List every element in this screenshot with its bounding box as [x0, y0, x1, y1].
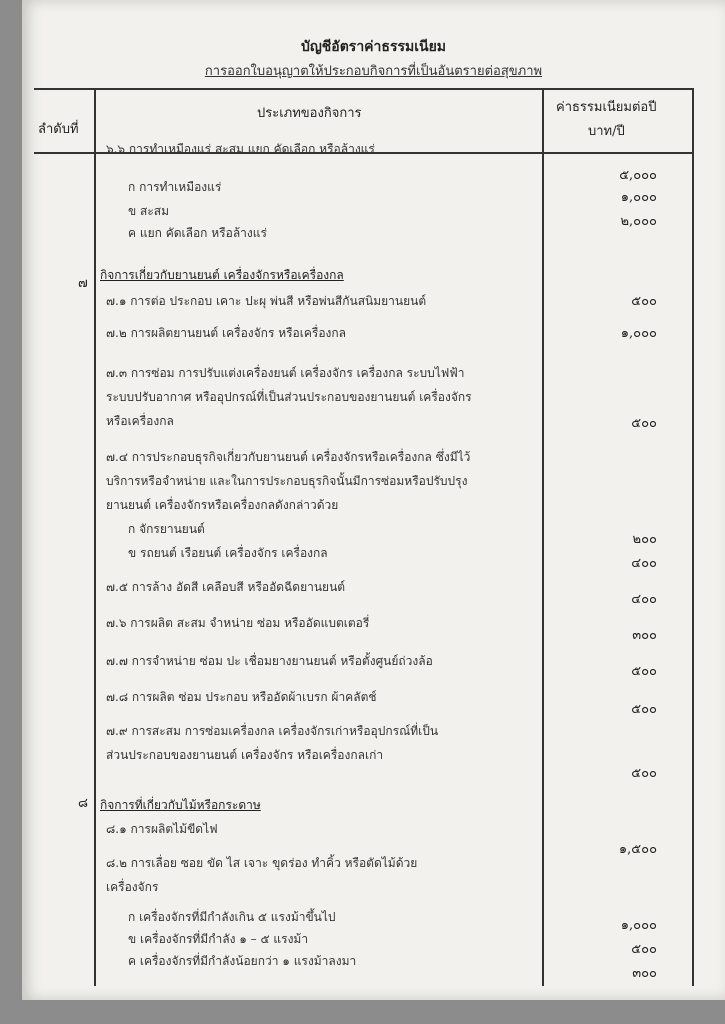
row-text: ๗.๓ การซ่อม การปรับแต่งเครื่องยนต์ เครื่องจักร เครื่องกล ระบบไฟฟ้า: [106, 366, 465, 380]
section-heading: กิจการเกี่ยวกับยานยนต์ เครื่องจักรหรือเครื่องกล: [100, 268, 344, 282]
row-text: ๗.๙ การสะสม การซ่อมเครื่องกล เครื่องจักรเก่าหรืออุปกรณ์ที่เป็น: [106, 724, 439, 738]
row-text: ข สะสม: [128, 204, 170, 218]
row-text: ๖.๖ การทำเหมืองแร่ สะสม แยก คัดเลือก หรือล้างแร่: [106, 142, 375, 156]
row-fee: ๕๐๐: [631, 294, 657, 309]
table-right-border: [692, 88, 694, 986]
header-type: ประเภทของกิจการ: [257, 106, 362, 121]
row-text: ข รถยนต์ เรือยนต์ เครื่องจักร เครื่องกล: [128, 546, 328, 560]
row-text: ๘.๑ การผลิตไม้ขีดไฟ: [106, 822, 218, 836]
row-fee: ๕๐๐: [631, 766, 657, 781]
row-text: ระบบปรับอากาศ หรืออุปกรณ์ที่เป็นส่วนประกอบของยานยนต์ เครื่องจักร: [106, 390, 472, 404]
row-fee: ๓๐๐: [632, 628, 657, 643]
row-text: ยานยนต์ เครื่องจักรหรือเครื่องกลดังกล่าวด้วย: [106, 498, 339, 512]
row-fee: ๑,๕๐๐: [618, 842, 657, 857]
row-fee: ๓๐๐: [632, 966, 657, 981]
row-fee: ๑,๐๐๐: [620, 326, 657, 341]
row-text: ๗.๗ การจำหน่าย ซ่อม ปะ เชื่อมยางยานยนต์ หรือตั้งศูนย์ถ่วงล้อ: [106, 654, 433, 668]
row-text: บริการหรือจำหน่าย และในการประกอบธุรกิจนั้นมีการซ่อมหรือปรับปรุง: [106, 474, 468, 488]
row-text: เครื่องจักร: [106, 880, 159, 894]
row-text: ส่วนประกอบของยานยนต์ เครื่องจักร หรือเครื่องกลเก่า: [106, 748, 384, 762]
row-fee: ๕๐๐: [631, 702, 657, 717]
document-page: [22, 0, 725, 1000]
table-top-border: [34, 88, 694, 90]
row-fee: ๕๐๐: [631, 664, 657, 679]
row-fee: ๕๐๐: [631, 942, 657, 957]
section-heading: กิจการที่เกี่ยวกับไม้หรือกระดาษ: [100, 798, 261, 812]
row-fee: ๕,๐๐๐: [619, 168, 657, 183]
row-text: หรือเครื่องกล: [106, 414, 174, 428]
row-number: ๘: [78, 796, 89, 811]
document-title: บัญชีอัตราค่าธรรมเนียม: [300, 39, 447, 55]
row-text: ๗.๒ การผลิตยานยนต์ เครื่องจักร หรือเครื่องกล: [106, 326, 347, 340]
row-fee: ๑,๐๐๐: [620, 190, 657, 205]
row-text: ค แยก คัดเลือก หรือล้างแร่: [128, 226, 267, 240]
row-text: ก เครื่องจักรที่มีกำลังเกิน ๕ แรงม้าขึ้นไป: [128, 910, 336, 924]
row-text: ก จักรยานยนต์: [128, 522, 205, 536]
row-text: ๗.๑ การต่อ ประกอบ เคาะ ปะผุ พ่นสี หรือพ่นสีกันสนิมยานยนต์: [106, 294, 427, 308]
column-divider-fee: [542, 88, 544, 986]
header-fee-line1: ค่าธรรมเนียมต่อปี: [556, 100, 657, 115]
row-fee: ๒,๐๐๐: [620, 214, 657, 229]
header-no: ลำดับที่: [38, 122, 79, 137]
row-text: ข เครื่องจักรที่มีกำลัง ๑ – ๕ แรงม้า: [128, 932, 309, 946]
row-fee: ๑,๐๐๐: [620, 918, 657, 933]
row-fee: ๒๐๐: [632, 532, 657, 547]
row-text: ก การทำเหมืองแร่: [128, 180, 222, 194]
row-text: ค เครื่องจักรที่มีกำลังน้อยกว่า ๑ แรงม้าลงมา: [128, 954, 357, 968]
row-text: ๘.๒ การเลื่อย ซอย ขัด ไส เจาะ ขุดร่อง ทำคิ้ว หรือตัดไม้ด้วย: [106, 856, 418, 870]
row-fee: ๕๐๐: [631, 416, 657, 431]
row-fee: ๔๐๐: [631, 556, 657, 571]
row-text: ๗.๖ การผลิต สะสม จำหน่าย ซ่อม หรืออัดแบตเตอรี่: [106, 616, 370, 630]
row-text: ๗.๕ การล้าง อัดสี เคลือบสี หรืออัดฉีดยานยนต์: [106, 580, 346, 594]
row-fee: ๔๐๐: [631, 592, 657, 607]
column-divider-no: [94, 88, 96, 986]
header-fee-line2: บาท/ปี: [588, 124, 625, 139]
document-subtitle: การออกใบอนุญาตให้ประกอบกิจการที่เป็นอันตรายต่อสุขภาพ: [204, 64, 543, 79]
row-text: ๗.๔ การประกอบธุรกิจเกี่ยวกับยานยนต์ เครื่องจักรหรือเครื่องกล ซึ่งมีไว้: [106, 450, 471, 464]
row-number: ๗: [78, 276, 88, 291]
row-text: ๗.๘ การผลิต ซ่อม ประกอบ หรืออัดผ้าเบรก ผ้าคลัตช์: [106, 690, 377, 704]
